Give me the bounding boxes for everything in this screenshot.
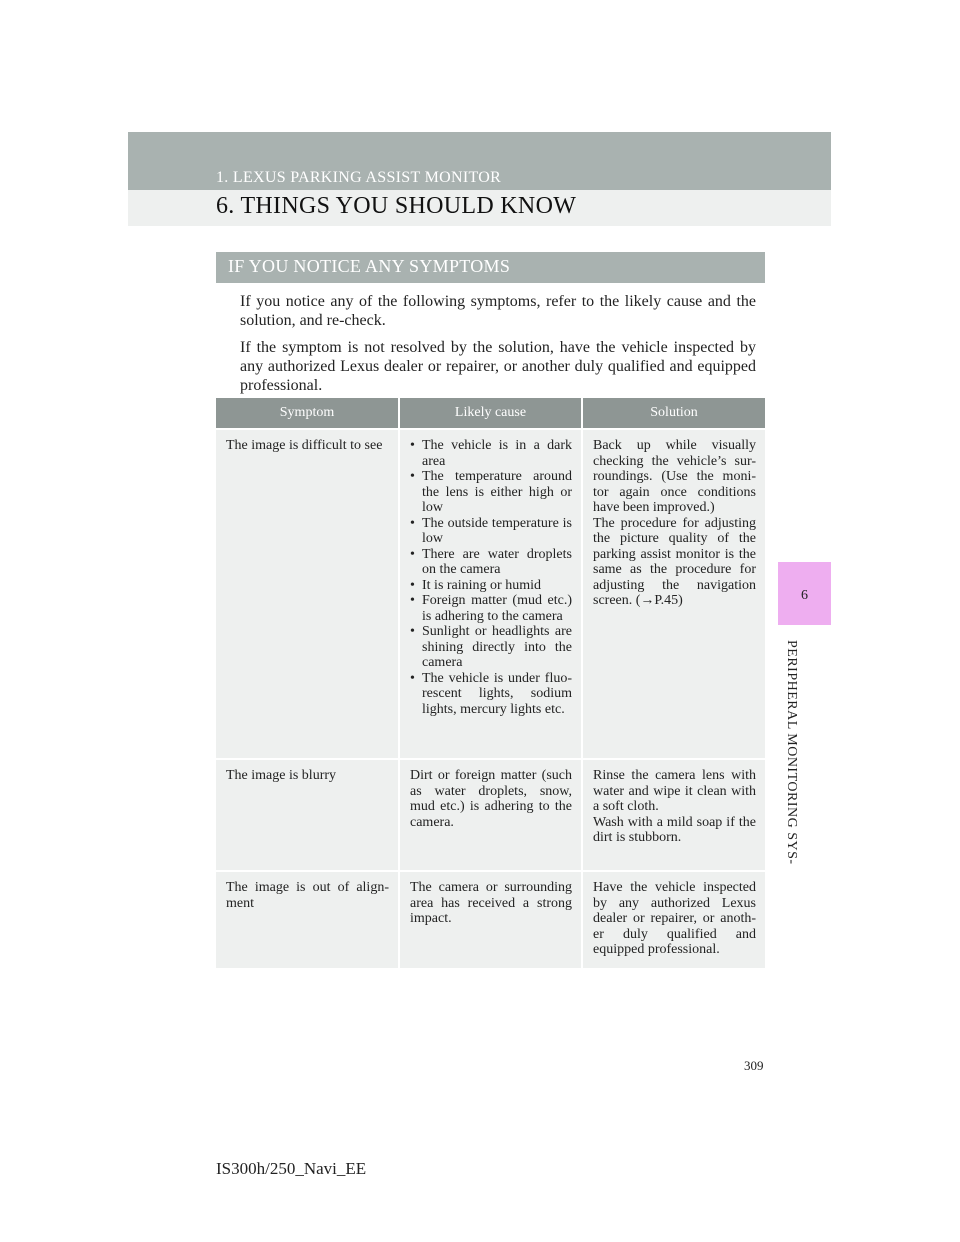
bullet-icon: •	[410, 670, 415, 686]
solution-text: Have the vehicle inspected by any authorized Lexus dealer or repairer, or anoth- er duly qualified and equipped professional.	[593, 880, 756, 957]
chapter-side-label: PERIPHERAL MONITORING SYS-	[784, 640, 799, 865]
column-header-likely-cause: Likely cause	[399, 398, 582, 429]
chapter-tab-number: 6	[801, 588, 808, 603]
bullet-icon: •	[410, 469, 415, 484]
bullet-icon: •	[410, 593, 415, 608]
document-code: IS300h/250_Navi_EE	[216, 1159, 367, 1178]
table-header-row	[216, 398, 765, 429]
symptom-cell	[216, 429, 399, 759]
table-row	[216, 871, 765, 968]
symptom-cell	[216, 871, 399, 968]
solution-text: The procedure for adjusting the picture quality of the parking assist monitor is the same as the procedure for adjusting the navigation screen. (→P.45)	[593, 515, 756, 608]
intro-paragraph: If you notice any of the following symptoms, refer to the likely cause and the solution, and re-check.	[240, 293, 756, 329]
bullet-icon: •	[410, 515, 415, 531]
list-item: • The outside temperature is low	[410, 515, 572, 546]
solution-text: Rinse the camera lens with water and wipe it clean with a soft cloth.	[593, 768, 756, 814]
column-header-solution: Solution	[582, 398, 765, 429]
bullet-icon: •	[410, 624, 415, 639]
bullet-icon: •	[410, 577, 415, 593]
page-number: 309	[744, 1058, 764, 1073]
cause-text: The camera or surrounding area has received a strong impact.	[410, 880, 572, 926]
section-title: 6. THINGS YOU SHOULD KNOW	[216, 193, 577, 219]
list-item: • The vehicle is under fluo- rescent lights, sodium lights, mercury lights etc.	[410, 670, 572, 717]
solution-text: Wash with a mild soap if the dirt is stubborn.	[593, 814, 756, 845]
intro-paragraph: If the symptom is not resolved by the solution, have the vehicle inspected by any authorized Lexus dealer or repairer, or another duly qualified and equipped professional.	[240, 339, 756, 394]
cause-cell	[399, 871, 582, 968]
symptom-table	[216, 398, 765, 968]
solution-text: Back up while visually checking the vehicle’s sur- roundings. (Use the moni- tor again once conditions have been improved.)	[593, 438, 756, 515]
list-item: • Foreign matter (mud etc.) is adhering to the camera	[410, 593, 572, 624]
table-row	[216, 429, 765, 759]
symptom-text: The image is out of align- ment	[226, 880, 389, 911]
table-row	[216, 759, 765, 871]
chapter-tab[interactable]	[778, 562, 831, 625]
list-item: • Sunlight or headlights are shining directly into the camera	[410, 624, 572, 670]
bullet-icon: •	[410, 438, 415, 453]
cause-text: Dirt or foreign matter (such as water droplets, snow, mud etc.) is adhering to the camera.	[410, 768, 572, 830]
cause-list	[410, 438, 572, 717]
cause-cell	[399, 759, 582, 871]
list-item: • The temperature around the lens is either high or low	[410, 469, 572, 515]
bullet-icon: •	[410, 546, 415, 562]
cause-cell	[399, 429, 582, 759]
subsection-title: IF YOU NOTICE ANY SYMPTOMS	[228, 256, 511, 276]
list-item: • There are water droplets on the camera	[410, 546, 572, 577]
solution-cell	[582, 871, 765, 968]
list-item: • The vehicle is in a dark area	[410, 438, 572, 469]
symptom-text: The image is difficult to see	[226, 438, 383, 453]
subsection-header	[216, 252, 765, 283]
solution-cell	[582, 759, 765, 871]
symptom-cell	[216, 759, 399, 871]
list-item: • It is raining or humid	[410, 577, 541, 593]
column-header-symptom: Symptom	[216, 398, 399, 429]
solution-cell	[582, 429, 765, 759]
chapter-title: 1. LEXUS PARKING ASSIST MONITOR	[216, 169, 502, 186]
symptom-text: The image is blurry	[226, 768, 337, 783]
intro-text	[240, 292, 756, 403]
